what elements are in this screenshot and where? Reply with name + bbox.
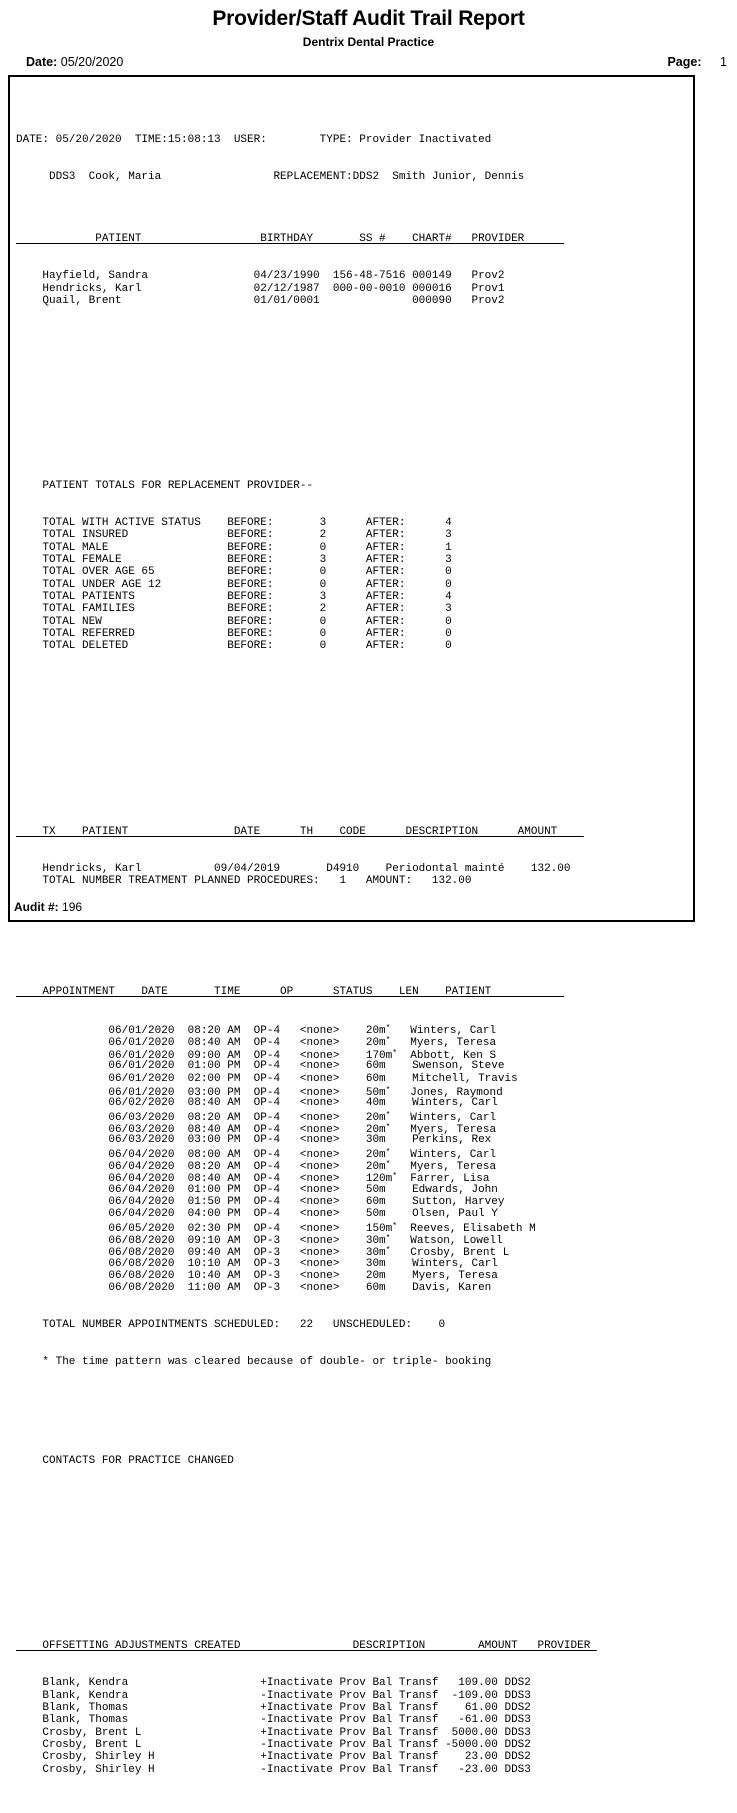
time-pattern-star-icon: *	[392, 1221, 398, 1231]
treatment-table-rows	[16, 863, 693, 888]
report-meta-row	[0, 55, 737, 77]
appointment-row: 06/08/2020 10:10 AM OP-3 <none> 30m Winters, Carl	[16, 1257, 498, 1270]
report-date-label: Date:	[26, 55, 58, 69]
appointment-row: 06/04/2020 01:50 PM OP-4 <none> 60m Sutton, Harvey	[16, 1195, 505, 1208]
report-frame	[8, 75, 695, 1776]
appointment-row: 06/04/2020 08:00 AM OP-4 <none> 20m* Winters, Carl	[16, 1147, 497, 1161]
time-pattern-star-icon: *	[385, 1085, 391, 1095]
time-pattern-star-icon: *	[385, 1024, 391, 1034]
time-pattern-star-icon: *	[385, 1036, 391, 1046]
appointment-table-header: APPOINTMENT DATE TIME OP STATUS LEN PATIENT	[16, 986, 564, 999]
adjustments-table-header: OFFSETTING ADJUSTMENTS CREATED DESCRIPTION AMOUNT PROVIDER	[16, 1640, 597, 1653]
patient-total-row: TOTAL PATIENTS BEFORE: 3 AFTER: 4	[16, 591, 452, 604]
adjustment-row: Crosby, Brent L +Inactivate Prov Bal Transf 5000.00 DDS3	[16, 1726, 531, 1739]
appointment-row: 06/08/2020 11:00 AM OP-3 <none> 60m Davis, Karen	[16, 1282, 492, 1295]
appointment-row: 06/04/2020 08:40 AM OP-4 <none> 120m* Farrer, Lisa	[16, 1172, 490, 1186]
time-pattern-star-icon: *	[385, 1147, 391, 1157]
patient-total-row: TOTAL REFERRED BEFORE: 0 AFTER: 0	[16, 628, 452, 641]
page-subtitle: Dentrix Dental Practice	[302, 35, 435, 49]
appointment-row: 06/04/2020 04:00 PM OP-4 <none> 50m Olsen, Paul Y	[16, 1208, 498, 1221]
appointment-row: 06/01/2020 01:00 PM OP-4 <none> 60m Swenson, Steve	[16, 1060, 505, 1073]
appointment-row: 06/08/2020 09:40 AM OP-3 <none> 30m* Crosby, Brent L	[16, 1246, 510, 1260]
appointment-footnote: * The time pattern was cleared because of double- or triple- booking	[16, 1356, 492, 1369]
appointment-row: 06/03/2020 08:40 AM OP-4 <none> 20m* Myers, Teresa	[16, 1122, 497, 1136]
appointment-row: 06/01/2020 09:00 AM OP-4 <none> 170m* Abbott, Ken S	[16, 1048, 497, 1062]
appointment-table-rows	[16, 1023, 693, 1295]
audit-number-label: Audit #:	[14, 900, 59, 914]
appointment-row: 06/01/2020 08:40 AM OP-4 <none> 20m* Myers, Teresa	[16, 1036, 497, 1050]
patient-totals-caption: PATIENT TOTALS FOR REPLACEMENT PROVIDER--	[16, 480, 314, 492]
adjustments-table-rows	[16, 1677, 693, 1776]
appointment-totals-line: TOTAL NUMBER APPOINTMENTS SCHEDULED: 22 UNSCHEDULED: 0	[16, 1319, 446, 1332]
patient-total-row: TOTAL INSURED BEFORE: 2 AFTER: 3	[16, 529, 452, 542]
time-pattern-star-icon: *	[385, 1233, 391, 1243]
treatment-row: TOTAL NUMBER TREATMENT PLANNED PROCEDURES: 1 AMOUNT: 132.00	[16, 875, 472, 887]
report-date-value: 05/20/2020	[60, 55, 124, 69]
report-page	[667, 55, 727, 69]
time-pattern-star-icon: *	[385, 1159, 391, 1169]
treatment-table-header: TX PATIENT DATE TH CODE DESCRIPTION AMOUNT	[16, 825, 584, 838]
patient-total-row: TOTAL WITH ACTIVE STATUS BEFORE: 3 AFTER: 4	[16, 517, 452, 530]
report-page-value: 1	[720, 55, 727, 69]
patient-total-row: TOTAL OVER AGE 65 BEFORE: 0 AFTER: 0	[16, 566, 452, 579]
time-pattern-star-icon: *	[392, 1172, 398, 1182]
patient-table-rows	[16, 270, 693, 307]
time-pattern-star-icon: *	[385, 1122, 391, 1132]
adjustment-row: Crosby, Shirley H +Inactivate Prov Bal Transf 23.00 DDS2	[16, 1751, 531, 1764]
patient-total-row: TOTAL DELETED BEFORE: 0 AFTER: 0	[16, 640, 452, 653]
patient-table-header: PATIENT BIRTHDAY SS # CHART# PROVIDER	[16, 233, 564, 246]
appointment-row: 06/03/2020 08:20 AM OP-4 <none> 20m* Winters, Carl	[16, 1110, 497, 1124]
appointment-row: 06/01/2020 03:00 PM OP-4 <none> 50m* Jones, Raymond	[16, 1085, 503, 1099]
appointment-row: 06/01/2020 02:00 PM OP-4 <none> 60m Mitchell, Travis	[16, 1072, 518, 1085]
audit-header-line-1: DATE: 05/20/2020 TIME:15:08:13 USER: TYPE: Provider Inactivated	[16, 134, 492, 147]
audit-number-footer	[14, 900, 82, 914]
time-pattern-star-icon: *	[392, 1048, 398, 1058]
adjustment-row: Crosby, Shirley H -Inactivate Prov Bal Transf -23.00 DDS3	[16, 1763, 531, 1776]
report-date	[26, 55, 123, 69]
appointment-row: 06/05/2020 02:30 PM OP-4 <none> 150m* Reeves, Elisabeth M	[16, 1221, 536, 1235]
adjustment-row: Blank, Kendra -Inactivate Prov Bal Transf -109.00 DDS3	[16, 1689, 531, 1702]
contacts-changed-note: CONTACTS FOR PRACTICE CHANGED	[16, 1455, 234, 1468]
audit-number-value: 196	[62, 900, 83, 914]
adjustment-row: Blank, Thomas +Inactivate Prov Bal Transf 61.00 DDS2	[16, 1702, 531, 1715]
adjustment-row: Crosby, Brent L -Inactivate Prov Bal Transf -5000.00 DDS2	[16, 1739, 531, 1752]
patient-row: Quail, Brent 01/01/0001 000090 Prov2	[16, 294, 505, 307]
appointment-row: 06/08/2020 10:40 AM OP-3 <none> 20m Myers, Teresa	[16, 1270, 498, 1282]
report-body	[10, 77, 693, 1813]
adjustment-row: Blank, Kendra +Inactivate Prov Bal Transf 109.00 DDS2	[16, 1677, 531, 1690]
time-pattern-star-icon: *	[385, 1246, 391, 1256]
appointment-row: 06/08/2020 09:10 AM OP-3 <none> 30m* Watson, Lowell	[16, 1233, 503, 1247]
page-title: Provider/Staff Audit Trail Report	[212, 7, 525, 30]
appointment-row: 06/04/2020 01:00 PM OP-4 <none> 50m Edwards, John	[16, 1183, 498, 1196]
appointment-row: 06/03/2020 03:00 PM OP-4 <none> 30m Perkins, Rex	[16, 1134, 492, 1147]
appointment-row: 06/04/2020 08:20 AM OP-4 <none> 20m* Myers, Teresa	[16, 1159, 497, 1173]
patient-total-row: TOTAL NEW BEFORE: 0 AFTER: 0	[16, 615, 452, 628]
patient-total-row: TOTAL FAMILIES BEFORE: 2 AFTER: 3	[16, 603, 452, 616]
patient-total-row: TOTAL UNDER AGE 12 BEFORE: 0 AFTER: 0	[16, 578, 452, 591]
appointment-row: 06/01/2020 08:20 AM OP-4 <none> 20m* Winters, Carl	[16, 1024, 497, 1038]
patient-total-row: TOTAL MALE BEFORE: 0 AFTER: 1	[16, 541, 452, 554]
appointment-row: 06/02/2020 08:40 AM OP-4 <none> 40m Winters, Carl	[16, 1097, 498, 1110]
report-page-label: Page:	[667, 55, 702, 69]
patient-row: Hayfield, Sandra 04/23/1990 156-48-7516 000149 Prov2	[16, 270, 505, 283]
audit-header-line-2: DDS3 Cook, Maria REPLACEMENT:DDS2 Smith Junior, Dennis	[16, 171, 525, 184]
adjustment-row: Blank, Thomas -Inactivate Prov Bal Transf -61.00 DDS3	[16, 1714, 531, 1727]
time-pattern-star-icon: *	[385, 1110, 391, 1120]
patient-total-row: TOTAL FEMALE BEFORE: 3 AFTER: 3	[16, 554, 452, 567]
treatment-row: Hendricks, Karl 09/04/2019 D4910 Periodontal mainté 132.00	[16, 862, 571, 875]
patient-totals-rows	[16, 517, 693, 653]
patient-row: Hendricks, Karl 02/12/1987 000-00-0010 000016 Prov1	[16, 282, 505, 295]
